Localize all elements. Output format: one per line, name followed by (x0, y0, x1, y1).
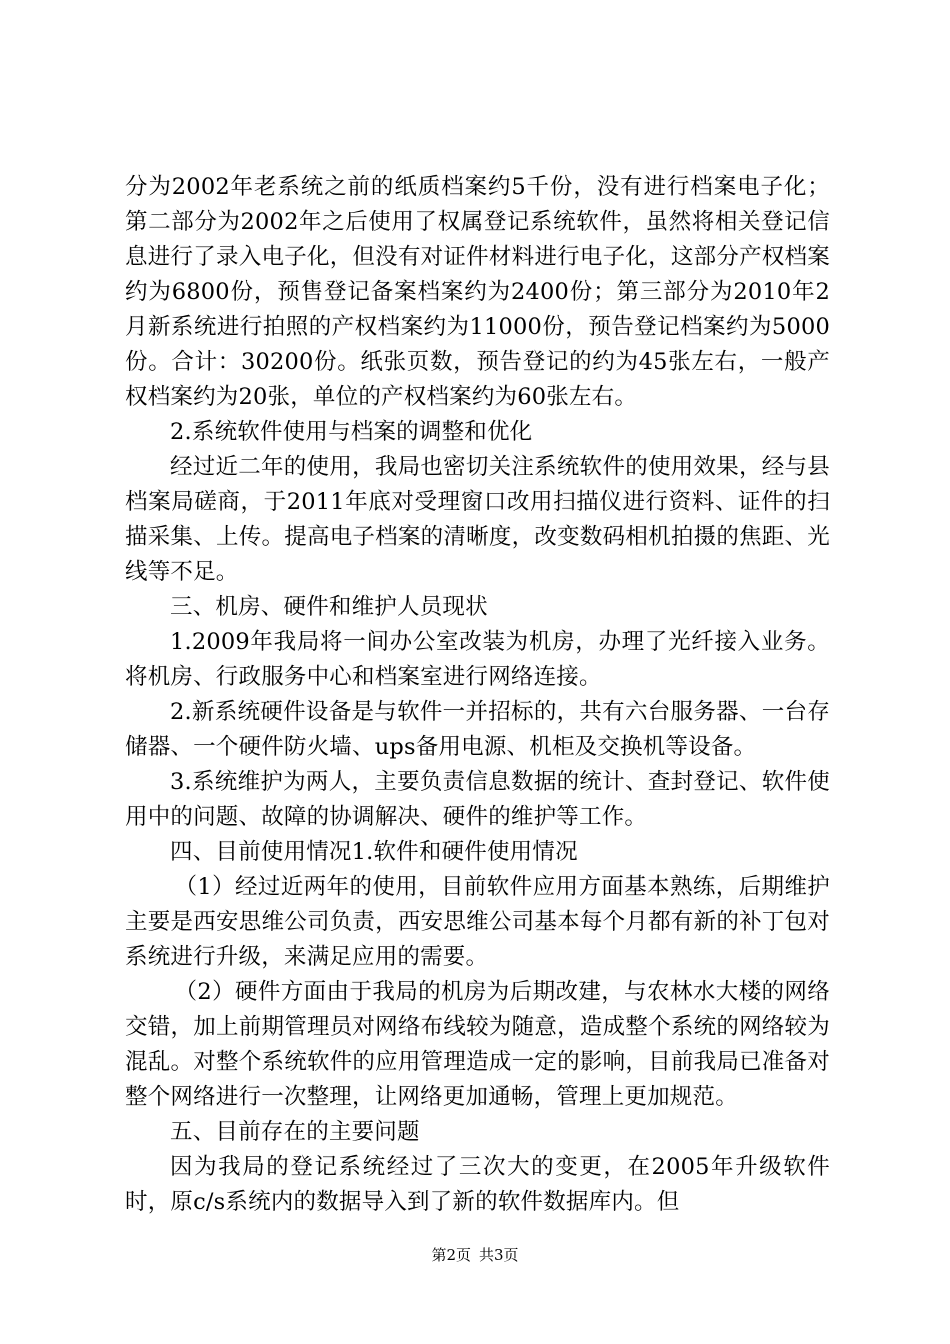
heading-software-optimization: 2.系统软件使用与档案的调整和优化 (170, 419, 533, 445)
page-total: 共3页 (479, 1246, 519, 1264)
paragraph-software-usage: （1）经过近两年的使用，目前软件应用方面基本熟练，后期维护主要是西安思维公司负责，西安思维公司基本每个月都有新的补丁包对系统进行升级，来满足应用的需要。 (125, 874, 830, 970)
paragraph-archive-parts: 分为2002年老系统之前的纸质档案约5千份，没有进行档案电子化；第二部分为2002年之后使用了权属登记系统软件，虽然将相关登记信息进行了录入电子化，但没有对证件材料进行电子化，这部分产权档案约为6800份，预售登记备案档案约为2400份；第三部分为2010年2月新系统进行拍照的产权档案约为11000份，预告登记档案约为5000份。合计：30200份。纸张页数，预告登记的约为45张左右，一般产权档案约为20张，单位的产权档案约为60张左右。 (125, 174, 830, 410)
heading-section-three: 三、机房、硬件和维护人员现状 (170, 594, 488, 620)
paragraph-hardware-devices: 2.新系统硬件设备是与软件一并招标的，共有六台服务器、一台存储器、一个硬件防火墙、ups备用电源、机柜及交换机等设备。 (125, 699, 830, 760)
paragraph-machine-room: 1.2009年我局将一间办公室改装为机房，办理了光纤接入业务。将机房、行政服务中心和档案室进行网络连接。 (125, 629, 830, 690)
paragraph-hardware-usage: （2）硬件方面由于我局的机房为后期改建，与农林水大楼的网络交错，加上前期管理员对网络布线较为随意，造成整个系统的网络较为混乱。对整个系统软件的应用管理造成一定的影响，目前我局已准备对整个网络进行一次整理，让网络更加通畅，管理上更加规范。 (125, 979, 830, 1110)
page-footer (0, 1245, 950, 1265)
paragraph-software-optimization: 经过近二年的使用，我局也密切关注系统软件的使用效果，经与县档案局磋商，于2011年底对受理窗口改用扫描仪进行资料、证件的扫描采集、上传。提高电子档案的清晰度，改变数码相机拍摄的焦距、光线等不足。 (125, 454, 830, 585)
paragraph-main-problems: 因为我局的登记系统经过了三次大的变更，在2005年升级软件时，原c/s系统内的数据导入到了新的软件数据库内。但 (125, 1154, 830, 1215)
document-body (125, 170, 830, 1220)
page-number: 第2页 (431, 1246, 471, 1264)
heading-section-five: 五、目前存在的主要问题 (170, 1119, 420, 1145)
heading-section-four: 四、目前使用情况1.软件和硬件使用情况 (170, 839, 578, 865)
paragraph-maintenance-staff: 3.系统维护为两人，主要负责信息数据的统计、查封登记、软件使用中的问题、故障的协调解决、硬件的维护等工作。 (125, 769, 830, 830)
